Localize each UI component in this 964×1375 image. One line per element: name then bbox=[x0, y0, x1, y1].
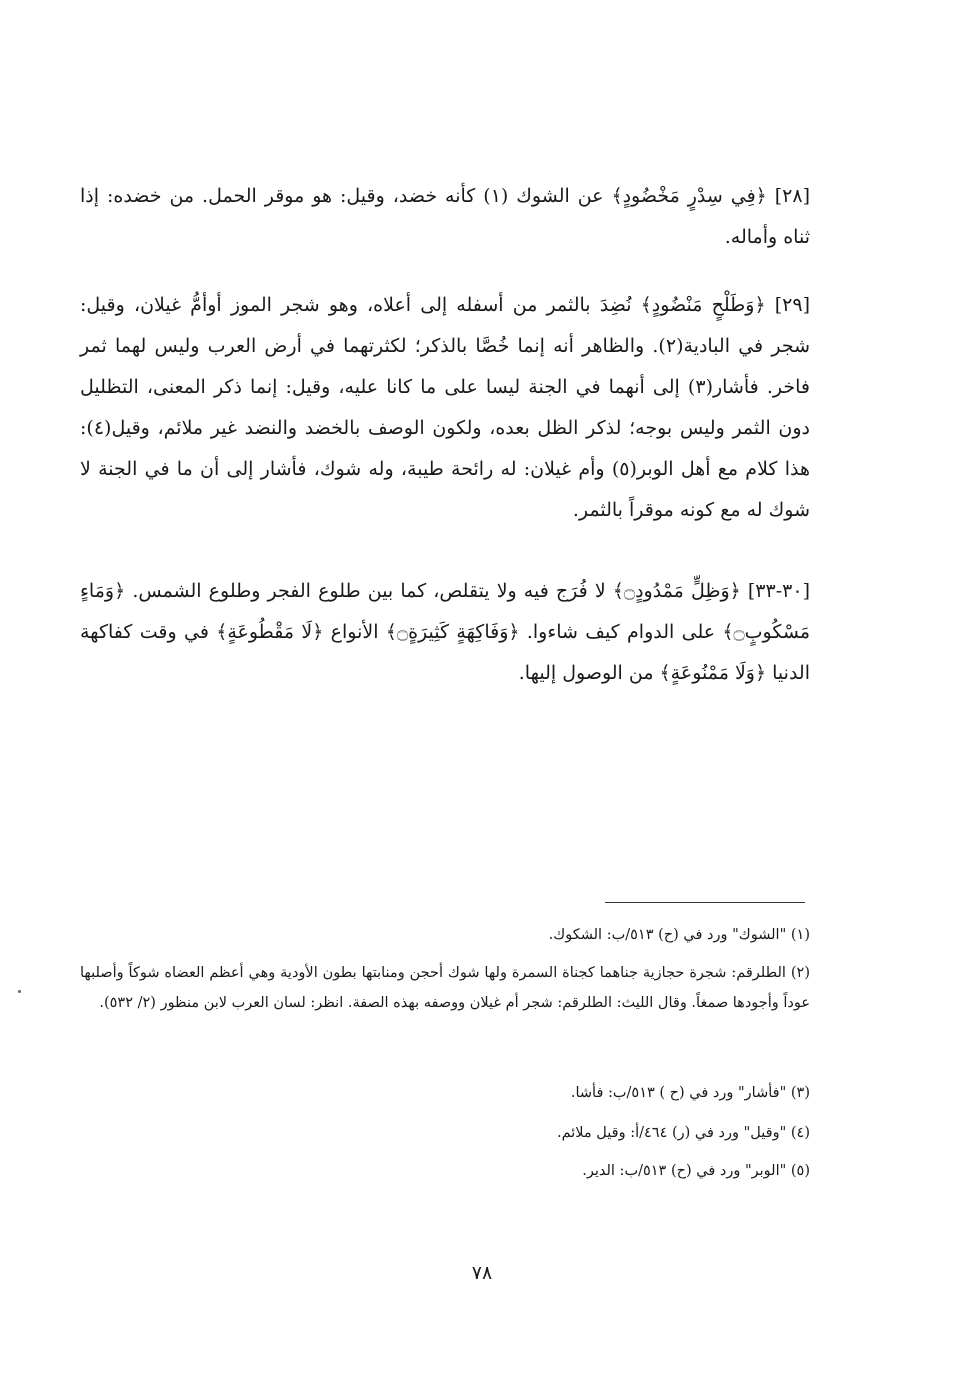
paragraph-verse-28: [٢٨] ﴿فِي سِدْرٍ مَخْضُودٍ﴾ عن الشوك (١) كأنه خضد، وقيل: هو موقر الحمل. من خضده: إذا ثناه وأماله. bbox=[80, 185, 810, 248]
footnote-5: (٥) "الوبر" ورد في (ح) ٥١٣/ب: الدير. bbox=[582, 1163, 810, 1179]
scan-speck bbox=[18, 990, 21, 993]
footnote-3: (٣) "فأشار" ورد في (ح ) ٥١٣/ب: فأشا. bbox=[570, 1085, 810, 1101]
footnote-separator bbox=[605, 902, 805, 903]
paragraph-verses-30-33: [٣٠-٣٣] ﴿وَظِلٍّ مَمْدُودٍ۝﴾ لا فُرَج فيه ولا يتقلص، كما بين طلوع الفجر وطلوع الشمس. ﴿وَمَاءٍ مَسْكُوبٍ۝﴾ على الدوام كيف شاءوا. ﴿وَفَاكِهَةٍ كَثِيرَةٍ۝﴾ الأنواع ﴿لَا مَقْطُوعَةٍ﴾ في وقت كفاكهة الدنيا ﴿وَلَا مَمْنُوعَةٍ﴾ من الوصول إليها. bbox=[80, 580, 810, 684]
footnote-2: (٢) الطلرقم: شجرة حجازية جناهما كجناة السمرة ولها شوك أحجن ومنابتها بطون الأودية وهي أعظم العضاه شوكاً وأصلبها عوداً وأجودها صمغاً. وقال الليث: الطلرقم: شجر أم غيلان ووصفه بهذه الصفة. انظر: لسان العرب لابن منظور (٢/ ٥٣٢). bbox=[80, 965, 810, 1011]
footnote-1: (١) "الشوك" ورد في (ح) ٥١٣/ب: الشكوك. bbox=[548, 927, 810, 943]
page-number: ٧٨ bbox=[471, 1262, 493, 1284]
paragraph-verse-29: [٢٩] ﴿وَطَلْحٍ مَنْضُودٍ﴾ نُضِدَ بالثمر من أسفله إلى أعلاه، وهو شجر الموز أوأمُّ غيلان، وقيل: شجر في البادية(٢). والظاهر أنه إنما خُصَّا بالذكر؛ لكثرتهما في أرض العرب وليس لهما ثمر فاخر. فأشار(٣) إلى أنهما في الجنة ليسا على ما كانا عليه، وقيل: إنما ذكر المعنى، التظليل دون الثمر وليس بوجه؛ لذكر الظل بعده، ولكون الوصف بالخضد والنضد غير ملائم، وقيل(٤): هذا كلام مع أهل الوبر(٥) وأم غيلان: له رائحة طيبة، وله شوك، فأشار إلى أن ما في الجنة لا شوك له مع كونه موقراً بالثمر. bbox=[80, 294, 811, 521]
footnote-4: (٤) "وقيل" ورد في (ر) ٤٦٤/أ: وقيل ملائم. bbox=[556, 1125, 810, 1141]
